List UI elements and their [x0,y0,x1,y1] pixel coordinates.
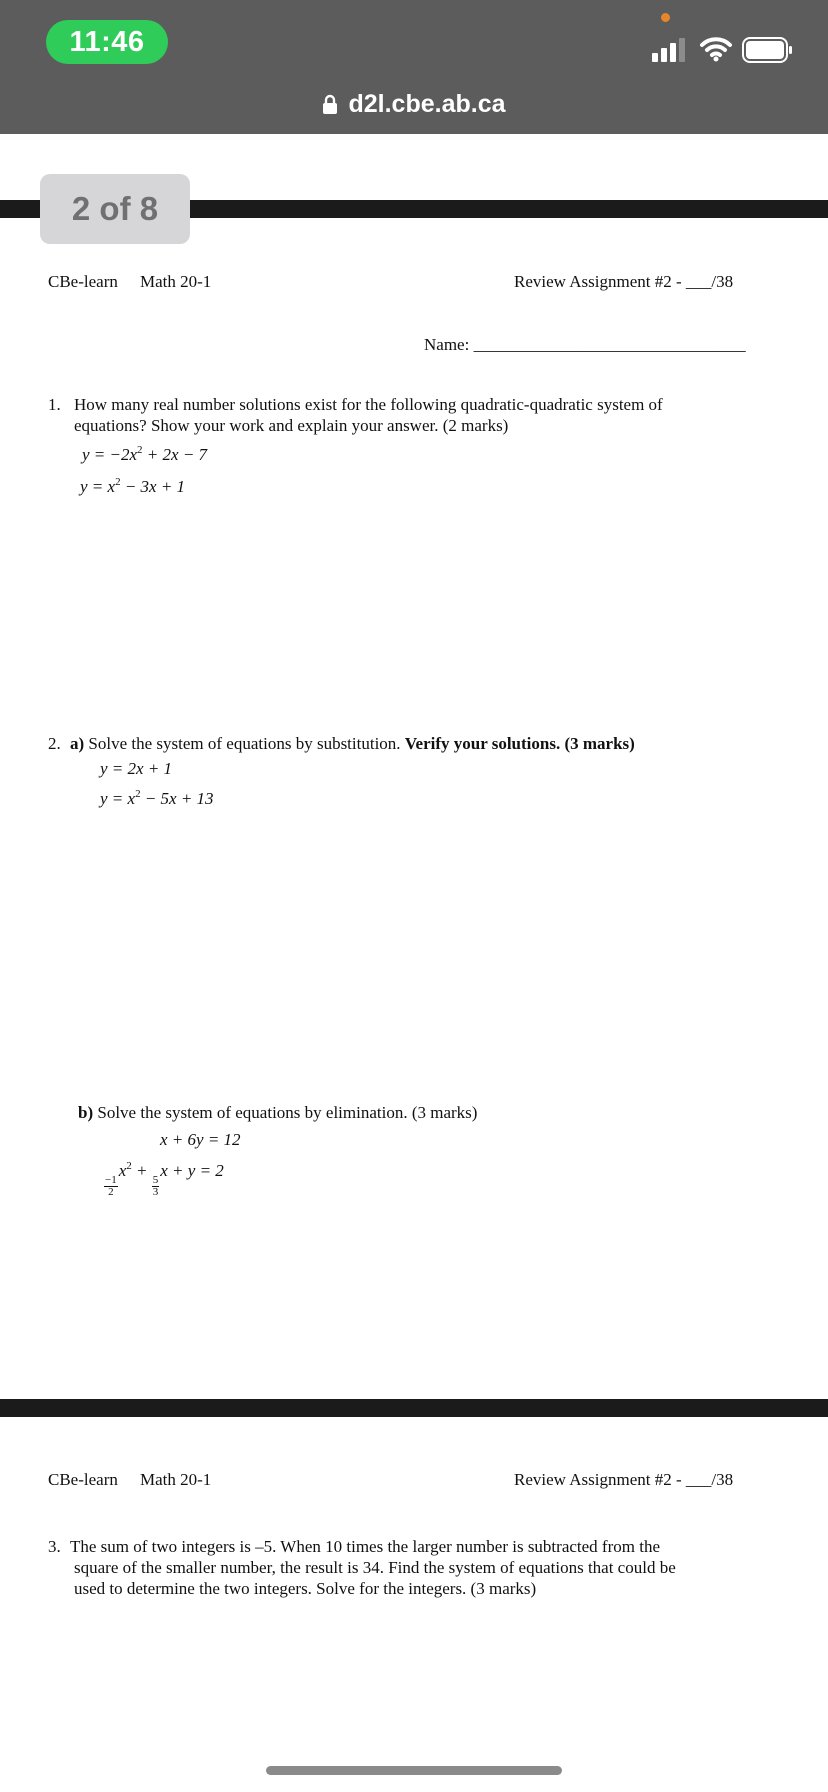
signal-icon [652,38,686,62]
address-bar[interactable] [0,86,828,122]
lock-icon [322,94,338,114]
url-text: d2l.cbe.ab.ca [348,89,506,118]
course-name: Math 20-1 [140,272,212,291]
q1-equation-2: $y = x^2 - 3x + 1$ [80,476,186,496]
q1-text-line2: equations? Show your work and explain your answer. (2 marks) [74,416,509,435]
course-provider: CBe-learn [48,272,118,291]
q2b-text: b) Solve the system of equations by elimination. (3 marks) [78,1103,478,1122]
fraction-five-thirds: $\frac{5}{3}$ [152,1174,159,1198]
q3-text-line2: square of the smaller number, the result is 34. Find the system of equations that could be [74,1558,676,1577]
q2-number: 2. [48,734,61,753]
assignment-title: Review Assignment #2 - ___/38 [514,1470,734,1489]
battery-icon [742,37,794,63]
q1-equation-1: $y = -2x^2 + 2x - 7$ [82,444,208,464]
page-divider [0,1399,828,1417]
course-name: Math 20-1 [140,1470,212,1489]
assignment-title: Review Assignment #2 - ___/38 [514,272,734,291]
status-time[interactable]: 11:46 [46,20,168,64]
q1-text-line1: How many real number solutions exist for the following quadratic-quadratic system of [74,395,663,414]
home-indicator[interactable] [266,1766,562,1775]
q2b-equation-2: $\frac{-1}{2}$ $x^2$ + $\frac{5}{3}$ x + y = 2 [105,1160,224,1198]
page-counter: 2 of 8 [40,174,190,244]
q2a-equation-1: y = 2x + 1 [100,759,173,778]
q2a-text: a) Solve the system of equations by substitution. Verify your solutions. (3 marks) [70,734,635,753]
q2b-equation-1: x + 6y = 12 [160,1130,241,1149]
name-field-label: Name: ________________________________ [424,335,746,354]
privacy-indicator-dot [661,13,670,22]
q3-number: 3. [48,1537,61,1556]
fraction-neg-half: $\frac{-1}{2}$ [105,1174,117,1198]
wifi-icon [700,36,732,62]
q1-number: 1. [48,395,61,414]
q3-text-line3: used to determine the two integers. Solve for the integers. (3 marks) [74,1579,537,1598]
q3-text-line1: The sum of two integers is –5. When 10 times the larger number is subtracted from the [70,1537,660,1556]
q2a-equation-2: $y = x^2 - 5x + 13$ [100,788,214,808]
course-provider: CBe-learn [48,1470,118,1489]
